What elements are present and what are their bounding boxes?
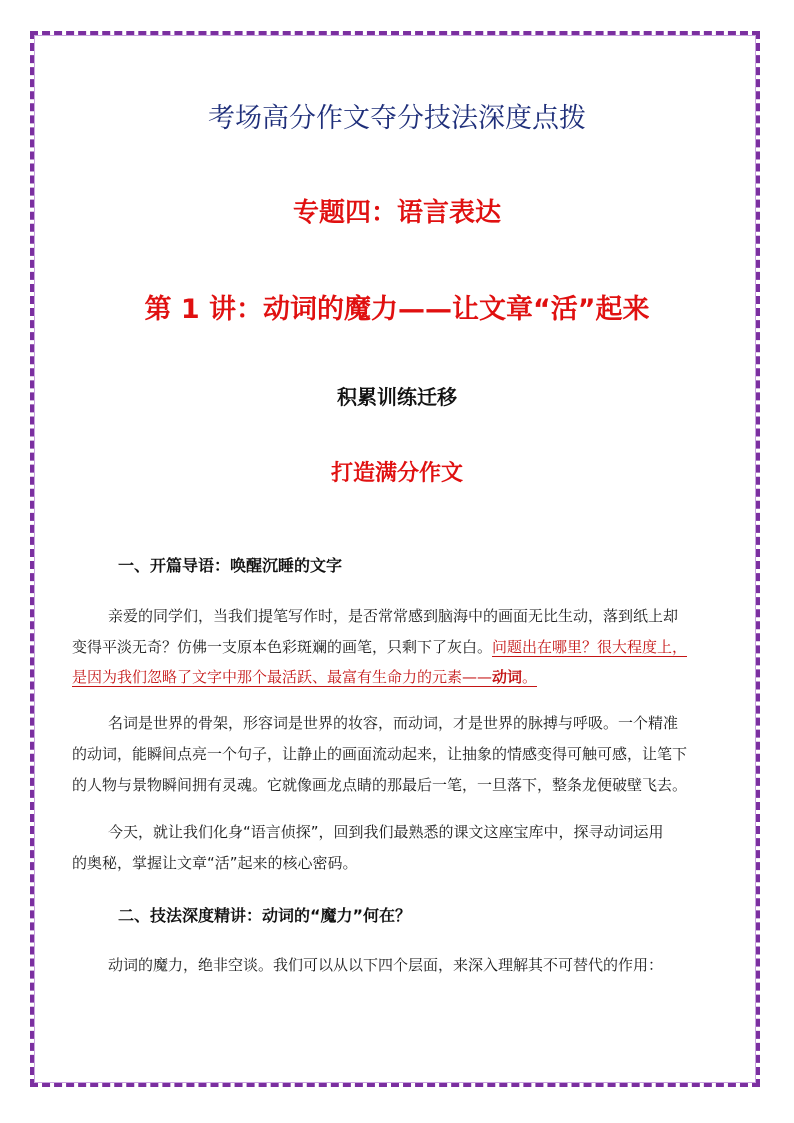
paragraph-1-line-2-text: 变得平淡无奇？仿佛一支原本色彩斑斓的画笔，只剩下了灰白。 xyxy=(72,638,493,656)
sub-heading: 积累训练迁移 xyxy=(337,385,457,409)
section-2-heading: 二、技法深度精讲：动词的“魔力”何在？ xyxy=(118,906,412,925)
paragraph-3-line-2: 的奥秘，掌握让文章“活”起来的核心密码。 xyxy=(72,854,358,872)
paragraph-1-highlight-1: 问题出在哪里？很大程度上， xyxy=(492,638,688,656)
paragraph-3-line-1: 今天，就让我们化身“语言侦探”，回到我们最熟悉的课文这座宝库中，探寻动词运用 xyxy=(108,823,664,841)
paragraph-1-line-3 xyxy=(72,667,537,687)
sub-heading-red: 打造满分作文 xyxy=(330,461,463,486)
paragraph-1-highlight-end: 。 xyxy=(522,668,538,686)
document-title: 考场高分作文夺分技法深度点拨 xyxy=(208,103,586,134)
paragraph-2-line-2: 的动词，能瞬间点亮一个句子，让静止的画面流动起来，让抽象的情感变得可触可感，让笔下 xyxy=(72,745,688,763)
paragraph-1-highlight-2: 是因为我们忽略了文字中那个最活跃、最富有生命力的元素—— xyxy=(72,668,493,686)
paragraph-1-line-2 xyxy=(72,637,687,657)
section-1-heading: 一、开篇导语：唤醒沉睡的文字 xyxy=(118,556,343,575)
paragraph-2-line-1: 名词是世界的骨架，形容词是世界的妆容，而动词，才是世界的脉搏与呼吸。一个精准 xyxy=(108,714,679,732)
keyword-verb: 动词 xyxy=(492,668,523,686)
lesson-title: 第 1 讲：动词的魔力——让文章“活”起来 xyxy=(144,294,650,325)
topic-title: 专题四：语言表达 xyxy=(292,198,501,228)
paragraph-4-line-1: 动词的魔力，绝非空谈。我们可以从以下四个层面，来深入理解其不可替代的作用： xyxy=(108,956,664,974)
paragraph-2-line-3: 的人物与景物瞬间拥有灵魂。它就像画龙点睛的那最后一笔，一旦落下，整条龙便破壁飞去。 xyxy=(72,776,688,794)
paragraph-1-line-1: 亲爱的同学们，当我们提笔写作时，是否常常感到脑海中的画面无比生动，落到纸上却 xyxy=(108,607,679,625)
